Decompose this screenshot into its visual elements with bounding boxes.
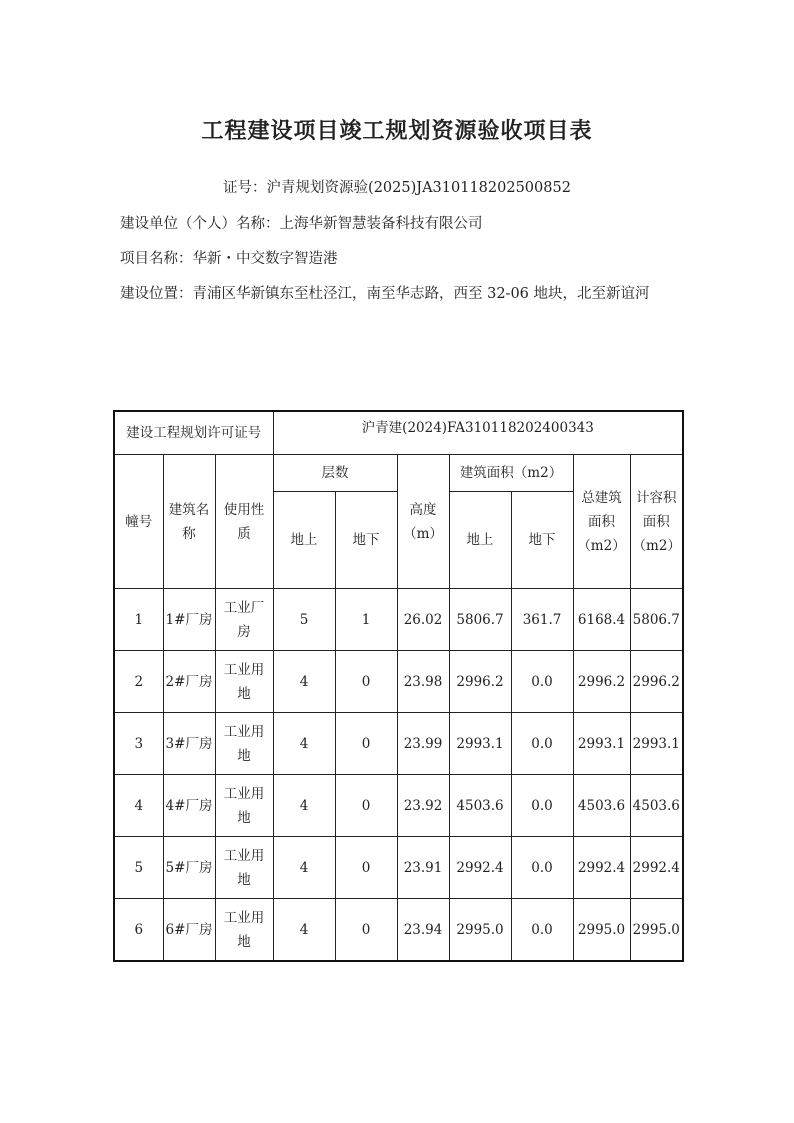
cell-far-area: 4503.6 — [630, 775, 683, 837]
table-row — [114, 837, 683, 899]
cell-area-above: 2995.0 — [449, 899, 511, 962]
cell-floors-above: 4 — [273, 775, 335, 837]
cell-name: 2#厂房 — [163, 651, 215, 713]
table-row — [114, 589, 683, 651]
cell-floors-below: 0 — [335, 837, 397, 899]
cell-total-area: 4503.6 — [573, 775, 630, 837]
cell-height: 23.92 — [397, 775, 449, 837]
cell-usage: 工业用地 — [215, 713, 273, 775]
header-building-no: 幢号 — [114, 455, 163, 589]
header-floors-above: 地上 — [273, 492, 335, 589]
header-area-above: 地上 — [449, 492, 511, 589]
cell-floors-below: 0 — [335, 713, 397, 775]
permit-value: 沪青建(2024)FA310118202400343 — [273, 411, 683, 455]
cell-usage: 工业用地 — [215, 899, 273, 962]
header-building-name: 建筑名称 — [163, 455, 215, 589]
cell-name: 3#厂房 — [163, 713, 215, 775]
cell-no: 5 — [114, 837, 163, 899]
cell-area-below: 361.7 — [511, 589, 573, 651]
builder-value: 上海华新智慧装备科技有限公司 — [279, 216, 483, 232]
header-area: 建筑面积（m2） — [449, 455, 573, 492]
cell-floors-above: 4 — [273, 899, 335, 962]
cell-total-area: 6168.4 — [573, 589, 630, 651]
cell-floors-below: 0 — [335, 775, 397, 837]
location-line — [120, 283, 680, 305]
cell-area-below: 0.0 — [511, 775, 573, 837]
builder-label: 建设单位（个人）名称： — [120, 216, 280, 232]
cell-area-below: 0.0 — [511, 713, 573, 775]
acceptance-table — [113, 410, 684, 962]
cell-area-below: 0.0 — [511, 651, 573, 713]
project-line — [120, 248, 680, 270]
cell-far-area: 2992.4 — [630, 837, 683, 899]
cell-usage: 工业用地 — [215, 651, 273, 713]
cell-height: 23.99 — [397, 713, 449, 775]
cell-floors-below: 1 — [335, 589, 397, 651]
header-total-area: 总建筑面积（m2） — [573, 455, 630, 589]
cell-floors-above: 5 — [273, 589, 335, 651]
cell-height: 23.94 — [397, 899, 449, 962]
cell-area-above: 2996.2 — [449, 651, 511, 713]
project-value: 华新・中交数字智造港 — [192, 251, 338, 267]
cell-floors-above: 4 — [273, 837, 335, 899]
cell-far-area: 5806.7 — [630, 589, 683, 651]
header-floors-below: 地下 — [335, 492, 397, 589]
cell-floors-above: 4 — [273, 713, 335, 775]
document-title: 工程建设项目竣工规划资源验收项目表 — [201, 118, 593, 144]
table-row — [114, 775, 683, 837]
cell-height: 23.98 — [397, 651, 449, 713]
cell-far-area: 2995.0 — [630, 899, 683, 962]
certificate-value: 沪青规划资源验(2025)JA310118202500852 — [266, 180, 571, 196]
cell-total-area: 2996.2 — [573, 651, 630, 713]
location-value: 青浦区华新镇东至杜泾江，南至华志路，西至 32-06 地块，北至新谊河 — [192, 286, 650, 302]
table-row — [114, 651, 683, 713]
table-row — [114, 713, 683, 775]
cell-floors-below: 0 — [335, 651, 397, 713]
header-floors: 层数 — [273, 455, 397, 492]
cell-height: 23.91 — [397, 837, 449, 899]
cell-total-area: 2993.1 — [573, 713, 630, 775]
builder-line — [120, 213, 680, 235]
cell-no: 3 — [114, 713, 163, 775]
table-row — [114, 899, 683, 962]
cell-no: 4 — [114, 775, 163, 837]
certificate-label: 证号： — [223, 180, 267, 196]
certificate-line — [0, 177, 794, 199]
cell-name: 4#厂房 — [163, 775, 215, 837]
cell-usage: 工业厂房 — [215, 589, 273, 651]
cell-usage: 工业用地 — [215, 775, 273, 837]
cell-area-above: 2992.4 — [449, 837, 511, 899]
cell-usage: 工业用地 — [215, 837, 273, 899]
cell-total-area: 2992.4 — [573, 837, 630, 899]
permit-row — [114, 411, 683, 455]
cell-far-area: 2993.1 — [630, 713, 683, 775]
cell-total-area: 2995.0 — [573, 899, 630, 962]
cell-name: 1#厂房 — [163, 589, 215, 651]
cell-no: 2 — [114, 651, 163, 713]
cell-far-area: 2996.2 — [630, 651, 683, 713]
cell-name: 6#厂房 — [163, 899, 215, 962]
cell-area-above: 5806.7 — [449, 589, 511, 651]
header-usage: 使用性质 — [215, 455, 273, 589]
permit-label: 建设工程规划许可证号 — [114, 411, 273, 455]
cell-name: 5#厂房 — [163, 837, 215, 899]
header-area-below: 地下 — [511, 492, 573, 589]
header-far-area: 计容积面积（m2） — [630, 455, 683, 589]
cell-no: 6 — [114, 899, 163, 962]
cell-height: 26.02 — [397, 589, 449, 651]
header-row-1 — [114, 455, 683, 492]
cell-area-below: 0.0 — [511, 837, 573, 899]
cell-area-above: 2993.1 — [449, 713, 511, 775]
cell-no: 1 — [114, 589, 163, 651]
cell-floors-above: 4 — [273, 651, 335, 713]
cell-area-above: 4503.6 — [449, 775, 511, 837]
location-label: 建设位置： — [120, 286, 193, 302]
cell-area-below: 0.0 — [511, 899, 573, 962]
cell-floors-below: 0 — [335, 899, 397, 962]
project-label: 项目名称： — [120, 251, 193, 267]
header-height: 高度（m） — [397, 455, 449, 589]
